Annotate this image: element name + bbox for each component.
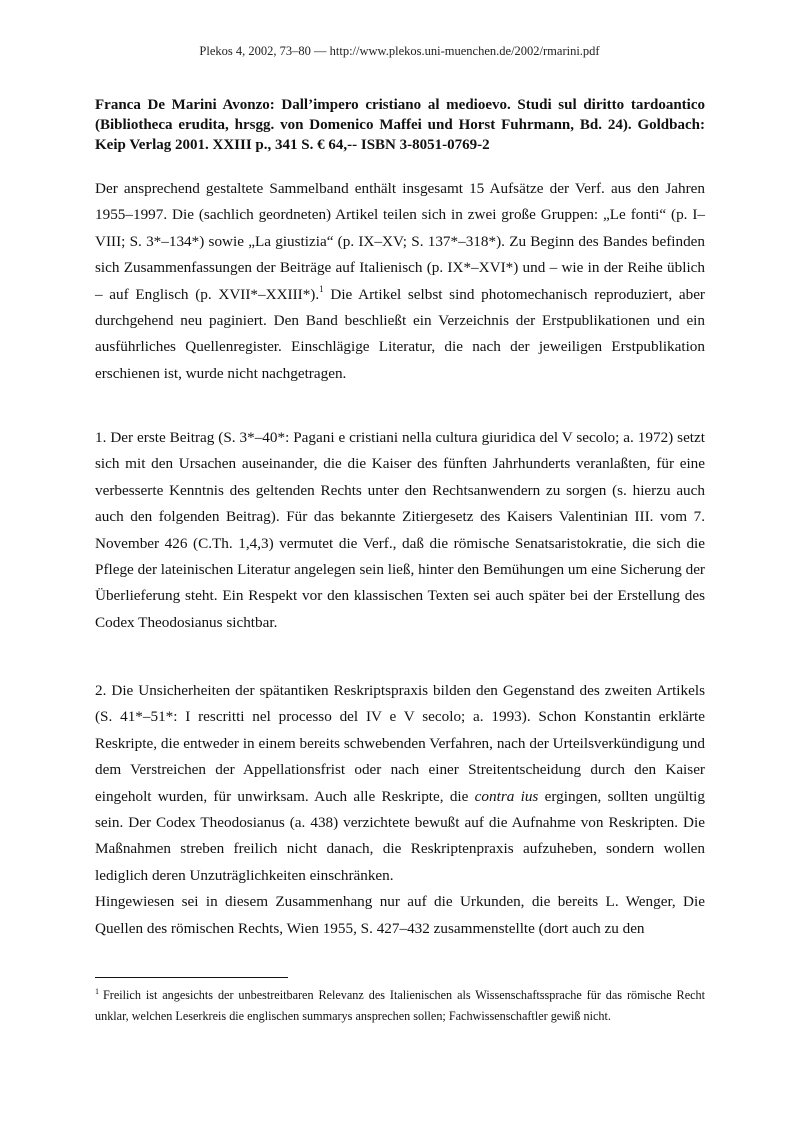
paragraph-intro [95, 176, 705, 387]
running-head: Plekos 4, 2002, 73–80 — http://www.plekos.uni-muenchen.de/2002/rmarini.pdf [199, 44, 600, 58]
paragraph-intro-continuation: Die Artikel selbst sind photomechanisch reproduziert, aber durchgehend neu paginiert. Den Band beschließt ein Verzeichnis der Erstpublikationen und ein ausführliches Quellenregister. Einschlägige Literatur, die nach der jeweiligen Erstpublikation erschienen ist, wurde nicht nachgetragen. [95, 285, 705, 382]
paragraph-section-1: 1. Der erste Beitrag (S. 3*–40*: Pagani e cristiani nella cultura giuridica del V secolo; a. 1972) setzt sich mit den Ursachen auseinander, die die Kaiser des fünften Jahrhunderts veranlaßten, für eine verbesserte Kenntnis des geltenden Rechts unter den Rechtsanwendern zu sorgen (s. hierzu auch auch den folgenden Beitrag). Für das bekannte Zitiergesetz des Kaisers Valentinian III. vom 7. November 426 (C.Th. 1,4,3) vermutet die Verf., daß die römische Senatsaristokratie, die sich die Pflege der lateinischen Literatur angelegen sein ließ, hinter den Bemühungen um eine Sicherung der Überlieferung steht. Ein Respekt vor den klassischen Texten sei auch später bei der Erstellung des Codex Theodosianus sichtbar. [95, 429, 705, 631]
footnote-text: Freilich ist angesichts der unbestreitbaren Relevanz des Italienischen als Wissenschaftssprache für das römische Recht unklar, welchen Leserkreis die englischen summarys ansprechen sollen; Fachwissenschaftler gewiß nicht. [95, 988, 705, 1023]
italic-phrase: contra ius [474, 787, 539, 805]
paragraph-intro-text: Der ansprechend gestaltete Sammelband enthält insgesamt 15 Aufsätze der Verf. aus den Jahren 1955–1997. Die (sachlich geordneten) Artikel teilen sich in zwei große Gruppen: „Le fonti“ (p. I–VIII; S. 3*–134*) sowie „La giustizia“ (p. IX–XV; S. 137*–318*). Zu Beginn des Bandes befinden sich Zusammenfassungen der Beiträge auf Italienisch (p. IX*–XVI*) und – wie in der Reihe üblich – auf Englisch (p. XVII*–XXIII*). [95, 180, 705, 303]
paragraph-section-2-followup: Hingewiesen sei in diesem Zusammenhang nur auf die Urkunden, die bereits L. Wenger, Die Quellen des römischen Rechts, Wien 1955, S. 427–432 zusammenstellte (dort auch zu den [95, 893, 705, 937]
footnote-1 [95, 985, 705, 1027]
paragraph-section-2 [95, 678, 705, 942]
paragraph-section-2-continuation: ergingen, sollten ungültig sein. Der Codex Theodosianus (a. 438) verzichtete bewußt auf die Aufnahme von Reskripten. Die Maßnahmen streben freilich nicht danach, die Reskriptenpraxis aufzuheben, sondern wollen lediglich deren Unzuträglichkeiten einschränken. [95, 787, 705, 884]
footnote-divider [95, 977, 288, 978]
paragraph-section-2-text: 2. Die Unsicherheiten der spätantiken Reskriptspraxis bilden den Gegenstand des zweiten Artikels (S. 41*–51*: I rescritti nel processo del IV e V secolo; a. 1993). Schon Konstantin erklärte Reskripte, die entweder in einem bereits schwebenden Verfahren, nach der Urteilsverkündigung und dem Verstreichen der Appellationsfrist oder nach einer Streitentscheidung durch den Kaiser eingeholt wurden, für unwirksam. Auch alle Reskripte, die [95, 682, 705, 805]
footnote-number: 1 [95, 987, 99, 996]
review-title: Franca De Marini Avonzo: Dall’impero cristiano al medioevo. Studi sul diritto tardoantico (Bibliotheca erudita, hrsgg. von Domenico Maffei und Horst Fuhrmann, Bd. 24). Goldbach: Keip Verlag 2001. XXIII p., 341 S. € 64,-- ISBN 3-8051-0769-2 [95, 97, 705, 153]
footnote-reference-1[interactable]: 1 [319, 283, 324, 294]
